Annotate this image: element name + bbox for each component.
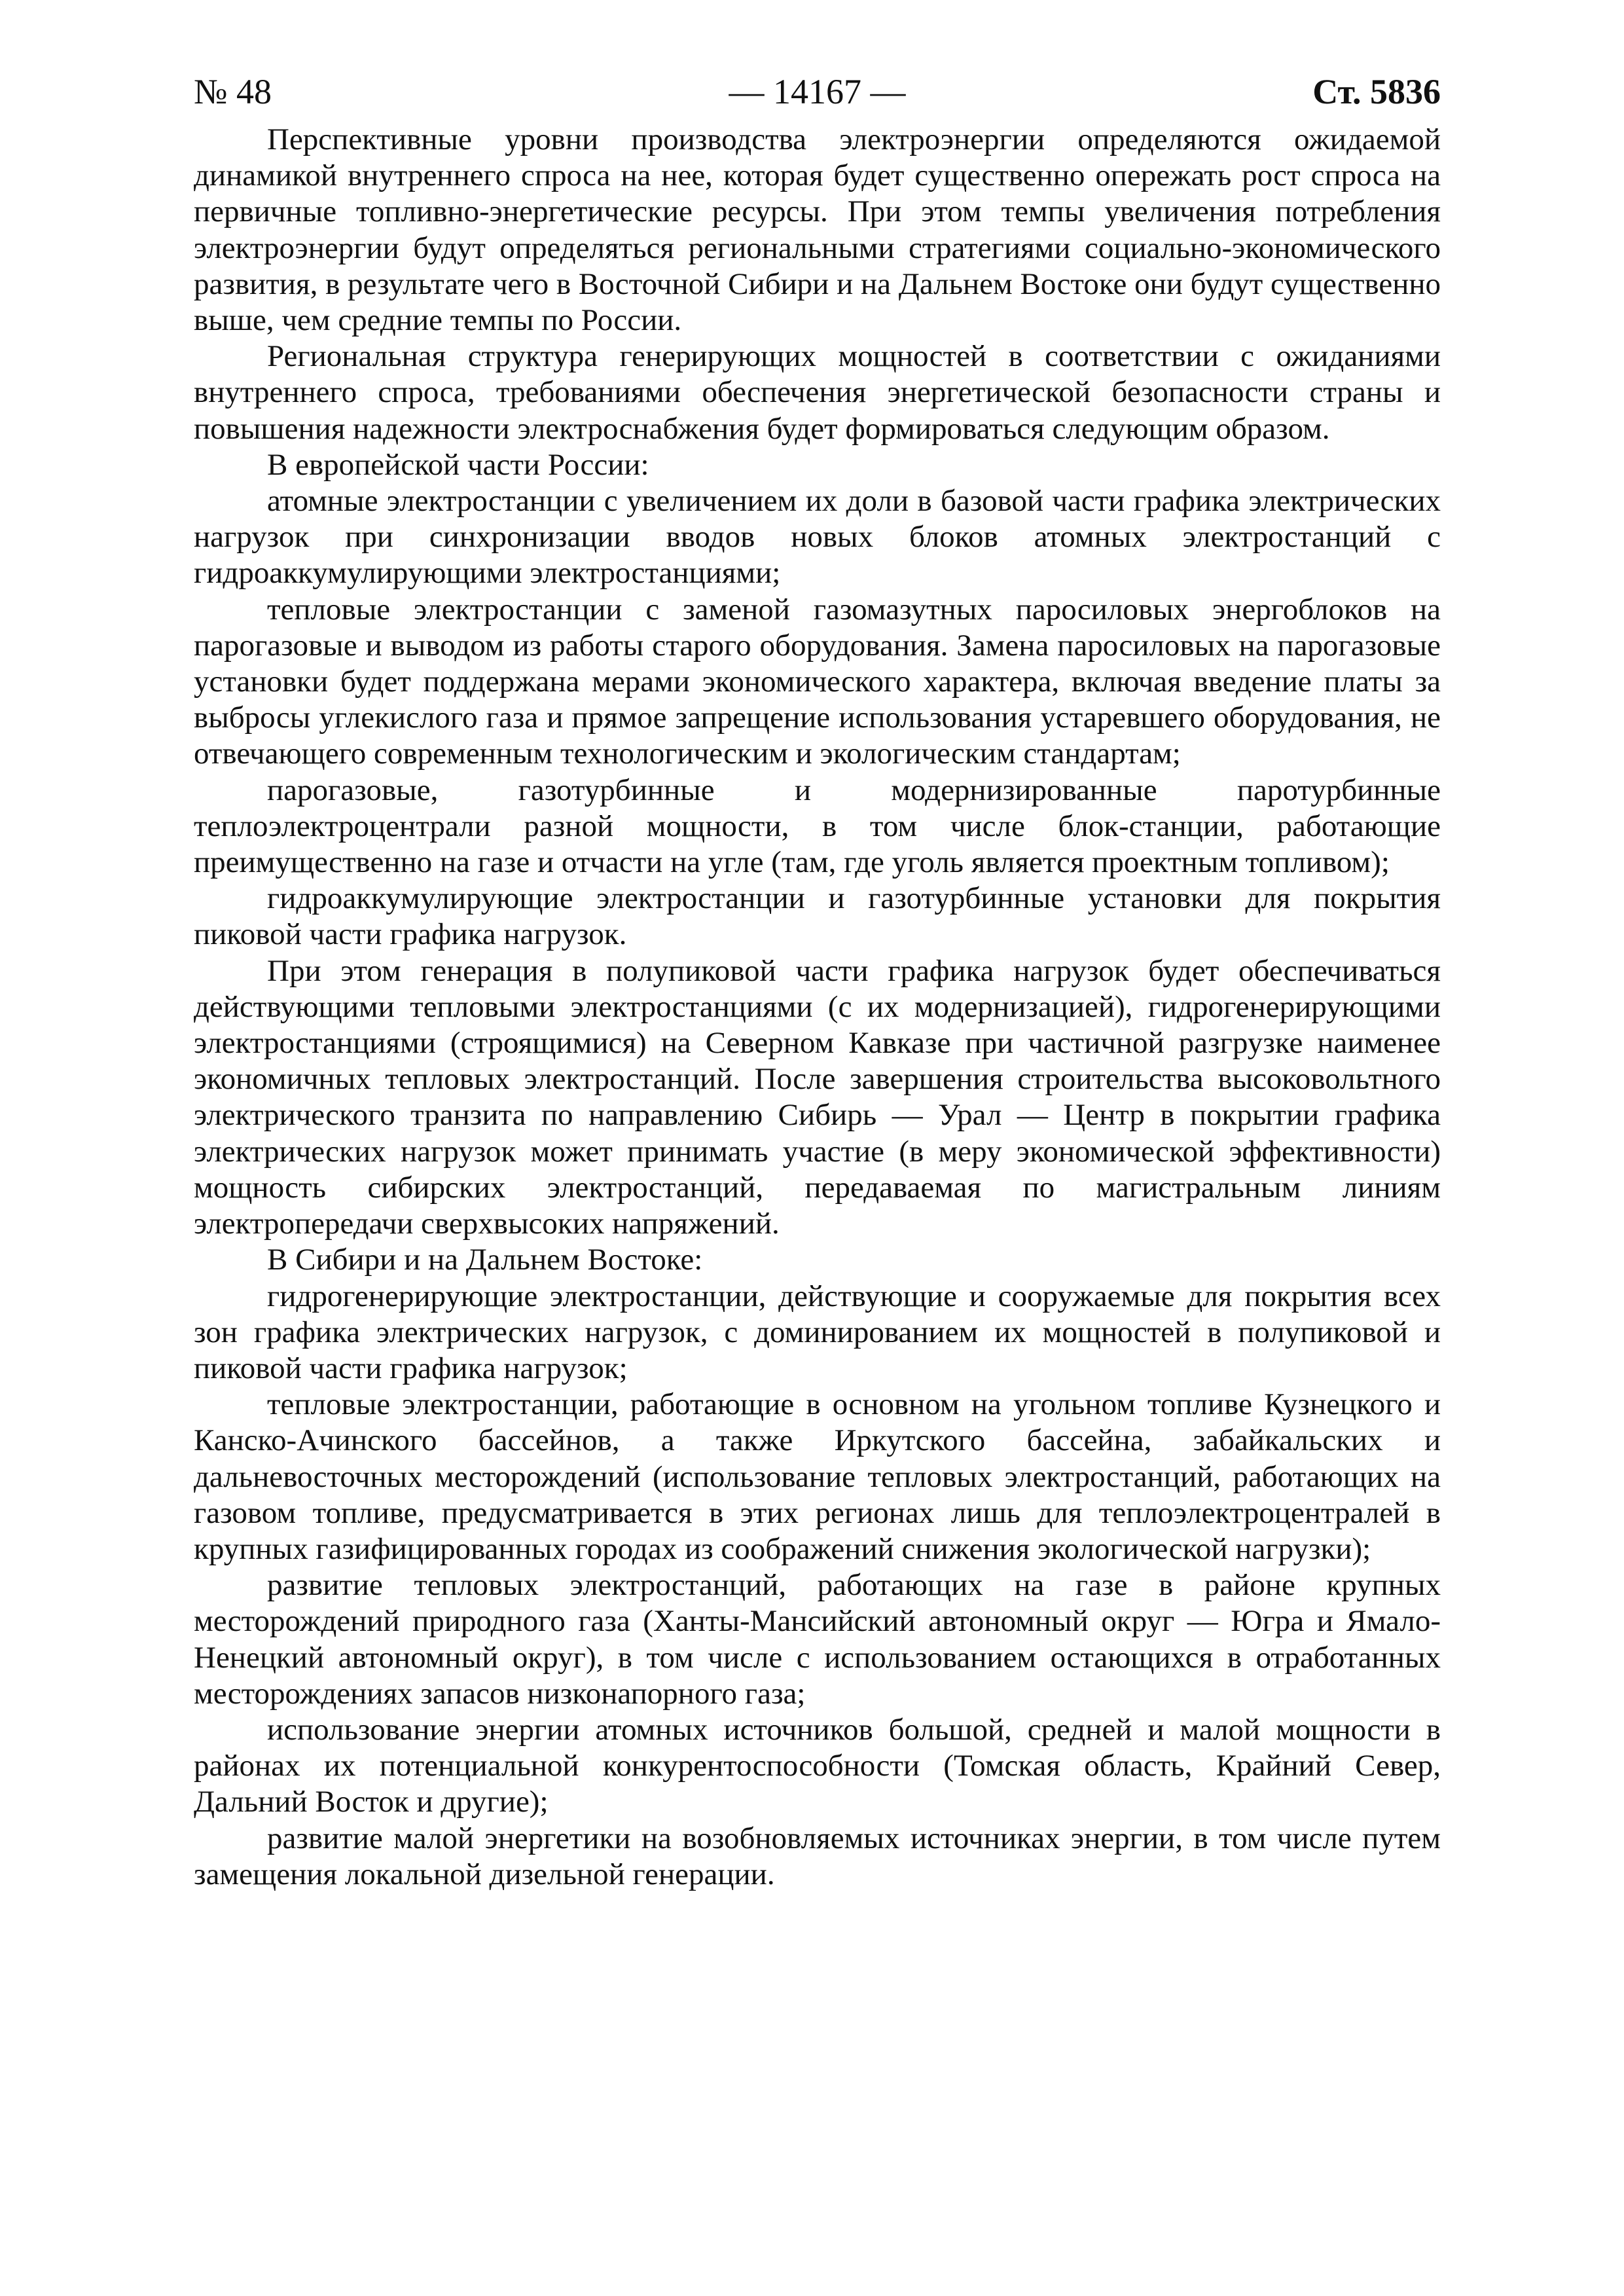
paragraph: При этом генерация в полупиковой части графика нагрузок будет обеспечиваться действующими тепловыми электростанциями (с их модернизацией), гидрогенерирующими электростанциями (строящимися) на Северном Кавказе при частичной разгрузке наименее экономичных тепловых электростанций. После завершения строительства высоковольтного электрического транзита по направлению Сибирь — Урал — Центр в покрытии графика электрических нагрузок может принимать участие (в меру экономической эффективности) мощность сибирских электростанций, передаваемая по магистральным линиям электропередачи сверхвысоких напряжений.: [194, 953, 1441, 1241]
paragraph: тепловые электростанции, работающие в основном на угольном топливе Кузнецкого и Канско-Ачинского бассейнов, а также Иркутского бассейна, забайкальских и дальневосточных месторождений (использование тепловых электростанций, работающих на газовом топливе, предусматривается в этих регионах лишь для теплоэлектроцентралей в крупных газифицированных городах из соображений снижения экологической нагрузки);: [194, 1387, 1441, 1566]
page-number: — 14167 —: [729, 72, 906, 111]
paragraph: Перспективные уровни производства электроэнергии определяются ожидаемой динамикой внутреннего спроса на нее, которая будет существенно опережать рост спроса на первичные топливно-энергетические ресурсы. При этом темпы увеличения потребления электроэнергии будут определяться региональными стратегиями социально-экономического развития, в результате чего в Восточной Сибири и на Дальнем Востоке они будут существенно выше, чем средние темпы по России.: [194, 122, 1441, 338]
paragraph: тепловые электростанции с заменой газомазутных паросиловых энергоблоков на парогазовые и выводом из работы старого оборудования. Замена паросиловых на парогазовые установки будет поддержана мерами экономического характера, включая введение платы за выбросы углекислого газа и прямое запрещение использования устаревшего оборудования, не отвечающего современным технологическим и экологическим стандартам;: [194, 592, 1441, 771]
paragraph: В европейской части России:: [267, 447, 649, 482]
issue-number: № 48: [194, 72, 272, 111]
paragraph: Региональная структура генерирующих мощностей в соответствии с ожиданиями внутреннего спроса, требованиями обеспечения энергетической безопасности страны и повышения надежности электроснабжения будет формироваться следующим образом.: [194, 339, 1441, 446]
page-header: [194, 65, 1441, 118]
paragraph: развитие малой энергетики на возобновляемых источниках энергии, в том числе путем замещения локальной дизельной генерации.: [194, 1821, 1441, 1891]
paragraph: гидроаккумулирующие электростанции и газотурбинные установки для покрытия пиковой части графика нагрузок.: [194, 881, 1441, 952]
article-number: Ст. 5836: [1312, 72, 1441, 111]
paragraph: атомные электростанции с увеличением их доли в базовой части графика электрических нагрузок при синхронизации вводов новых блоков атомных электростанций с гидроаккумулирующими электростанциями;: [194, 484, 1441, 591]
paragraph: В Сибири и на Дальнем Востоке:: [267, 1243, 703, 1277]
document-body: [194, 122, 1441, 1893]
paragraph: гидрогенерирующие электростанции, действующие и сооружаемые для покрытия всех зон графика электрических нагрузок, с доминированием их мощностей в полупиковой и пиковой части графика нагрузок;: [194, 1279, 1441, 1385]
paragraph: использование энергии атомных источников большой, средней и малой мощности в районах их потенциальной конкурентоспособности (Томская область, Крайний Север, Дальний Восток и другие);: [194, 1712, 1441, 1819]
paragraph: парогазовые, газотурбинные и модернизированные паротурбинные теплоэлектроцентрали разной мощности, в том числе блок-станции, работающие преимущественно на газе и отчасти на угле (там, где уголь является проектным топливом);: [194, 773, 1441, 880]
paragraph: развитие тепловых электростанций, работающих на газе в районе крупных месторождений природного газа (Ханты-Мансийский автономный округ — Югра и Ямало-Ненецкий автономный округ), в том числе с использованием остающихся в отработанных месторождениях запасов низконапорного газа;: [194, 1568, 1441, 1711]
document-page: [194, 65, 1441, 2226]
